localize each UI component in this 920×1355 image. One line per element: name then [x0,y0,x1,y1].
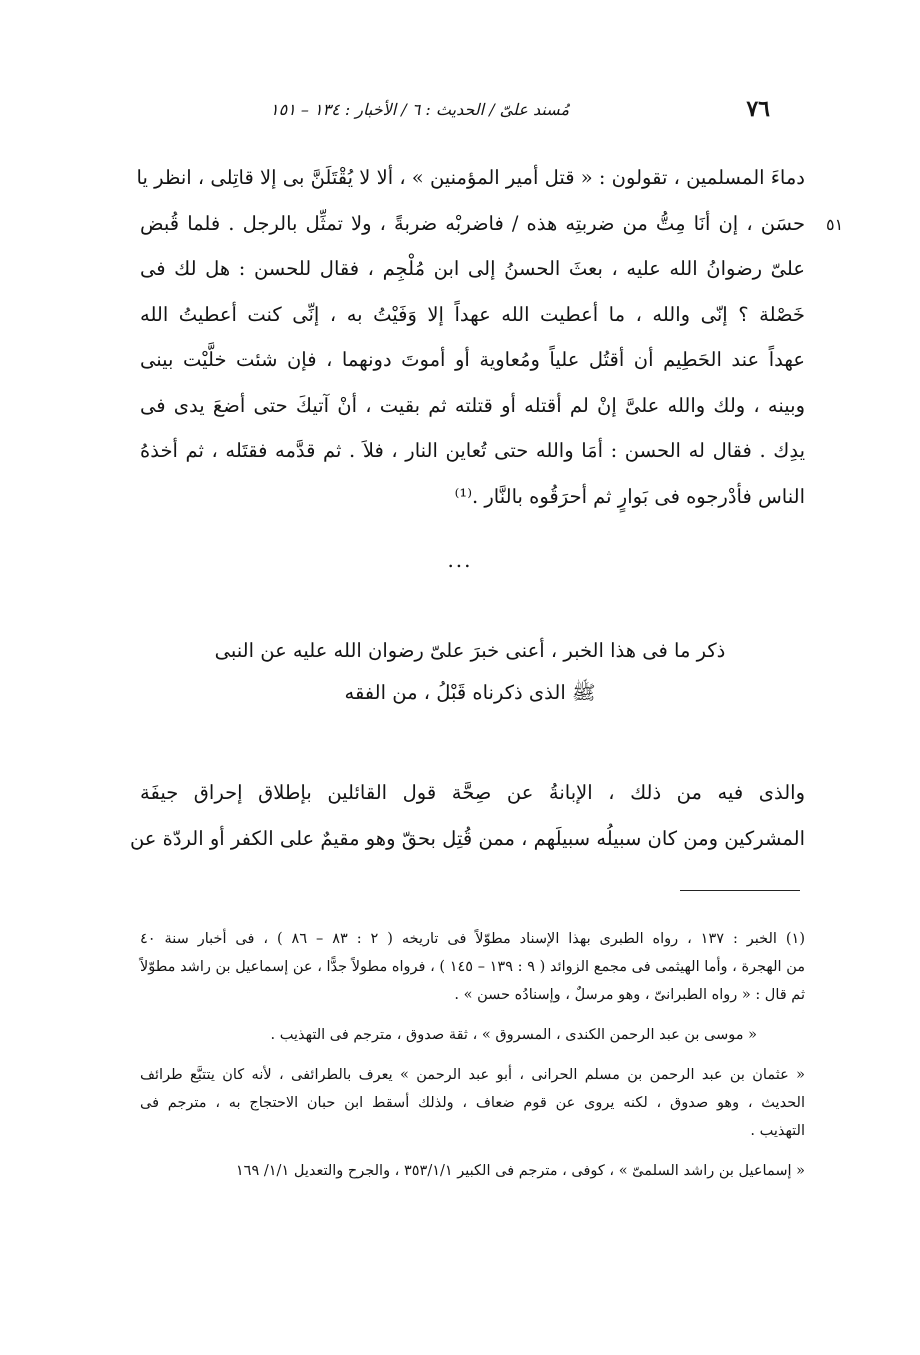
text-line: وبينه ، ولك والله علىَّ إنْ لم أقتله أو قتلته ثم بقيت ، أنْ آتيكَ حتى أضعَ يدى فى [140,393,805,417]
footnote [140,925,805,1009]
section-heading [200,630,740,714]
footnote-line: « موسى بن عبد الرحمن الكندى ، المسروق » ، ثقة صدوق ، مترجم فى التهذيب . [270,1027,757,1043]
footnote-divider [680,890,800,891]
footnote-line: « عثمان بن عبد الرحمن بن مسلم الحرانى ، أبو عبد الرحمن » يعرف بالطرائفى ، لأنه كان يتتبَّع طرائف [140,1067,805,1083]
page-number: ٧٦ [746,96,770,122]
footnote-line: الحديث ، وهو صدوق ، لكنه يروى عن قوم ضعاف ، ولذلك أسقط ابن حبان الاحتجاج به ، مترجم فى [140,1095,805,1111]
text-line: المشركين ومن كان سبيلُه سبيلَهم ، ممن قُتِل بحقّ وهو مقيمٌ على الكفر أو الردّة عن [129,826,805,850]
footnote [140,1061,805,1145]
second-paragraph [129,770,805,861]
header-title: مُسند علىّ / الحديث : ٦ / الأخبار : ١٣٤ – ١٥١ [270,100,570,119]
footnote [140,1157,805,1185]
running-header [230,96,770,126]
section-separator: ... [447,548,473,572]
footnote-line: (١) الخبر : ١٣٧ ، رواه الطبرى بهذا الإسناد مطوّلاً فى تاريخه ( ٢ : ٨٣ – ٨٦ ) ، فى أخبار سنة ٤٠ [140,931,805,947]
footnote [140,1021,805,1049]
heading-line: ﷺ الذى ذكرناه قَبْلُ ، من الفقه [344,681,596,704]
margin-page-reference: ٥١ [826,215,844,234]
footnote-line: « إسماعيل بن راشد السلمىّ » ، كوفى ، مترجم فى الكبير ٣٥٣/١/١ ، والجرح والتعديل ١/١/ ١٦٩ [235,1163,805,1179]
text-line: الناس فأدْرجوه فى بَوارٍ ثم أحرَقُوه بالنَّار .⁽¹⁾ [454,484,805,508]
heading-line: ذكر ما فى هذا الخبر ، أعنى خبرَ علىّ رضوان الله عليه عن النبى [214,639,726,662]
text-line: والذى فيه من ذلك ، الإبانةُ عن صِحَّة قول القائلين بإطلاق إحراق جيفَة [140,781,805,804]
footnote-line: ثم قال : « رواه الطبرانىّ ، وهو مرسلٌ ، وإسنادُه حسن » . [454,987,805,1003]
text-line: دماءَ المسلمين ، تقولون : « قتل أمير المؤمنين » ، ألا لا يُقْتَلَنَّ بى إلا قاتِلى ، انظر يا [136,166,805,189]
main-paragraph [136,155,805,519]
footnote-line: من الهجرة ، وأما الهيثمى فى مجمع الزوائد ( ٩ : ١٣٩ – ١٤٥ ) ، فرواه مطولاً جدًّا ، عن إسماعيل بن راشد مطوّلاً [140,959,806,975]
text-line: عهداً عند الحَطِيم أن أقتُل علياً ومُعاوية أو أموتَ دونهما ، فإن شئت خلَّيْت بينى [140,348,805,371]
footnotes [140,925,805,1197]
text-line: يدِك . فقال له الحسن : أمَا والله حتى تُعاين النار ، فلاَ . ثم قدَّمه فقتَله ، ثم أخذهُ [140,439,805,462]
footnote-line: التهذيب . [750,1123,805,1139]
text-line: خَصْلة ؟ إنّى والله ، ما أعطيت الله عهداً إلا وَفَيْتُ به ، إنِّى كنت أعطيتُ الله [140,302,805,326]
text-line: حسَن ، إن أنَا مِتُّ من ضربتِه هذه / فاضربْه ضربةً ، ولا تمثِّل بالرجل . فلما قُبض [140,211,805,235]
text-line: علىّ رضوانُ الله عليه ، بعثَ الحسنُ إلى ابن مُلْجِم ، فقال للحسن : هل لك فى [140,257,805,280]
